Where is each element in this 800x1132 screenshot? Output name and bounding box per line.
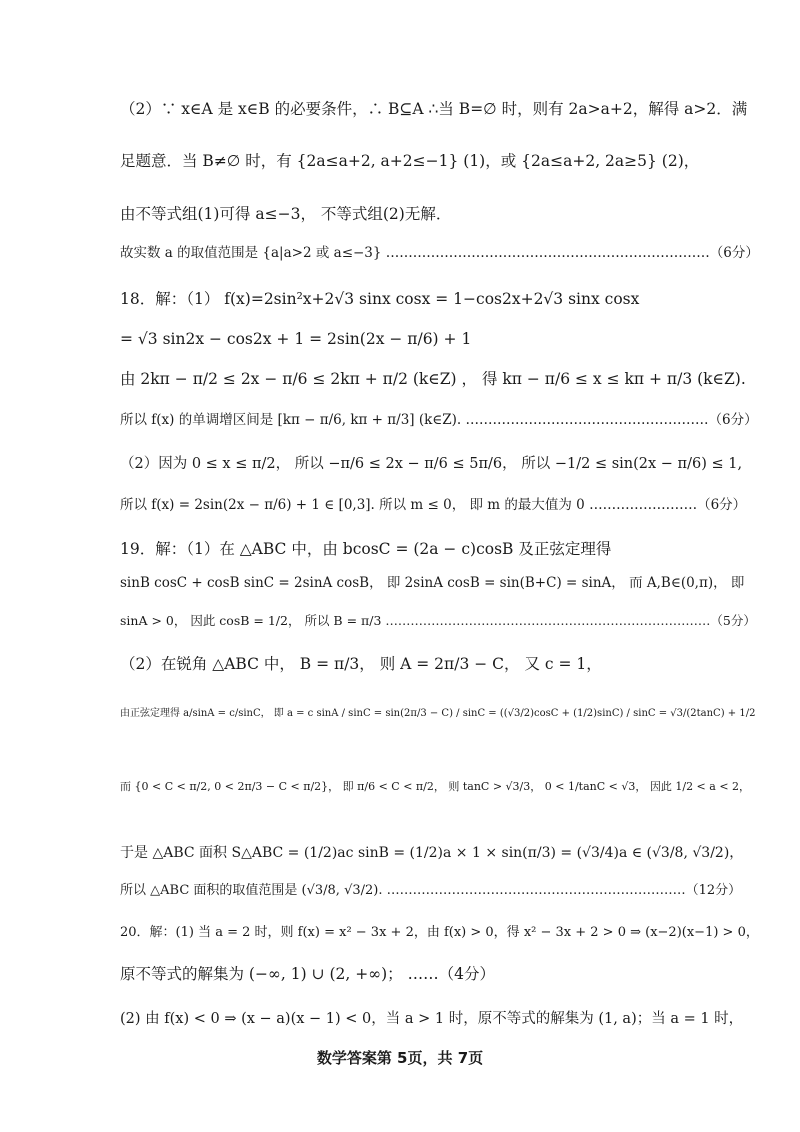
text-line-2: 足题意．当 B≠∅ 时，有 {2a≤a+2, a+2≤−1} (1)，或 {2a≤a+2, 2a≥5} (2)， <box>120 152 700 170</box>
text-line-4: 故实数 a 的取值范围是 {a|a>2 或 a≤−3} ………………………………………………………………（6分） <box>120 245 759 261</box>
text-line-17: 于是 △ABC 面积 S△ABC = (1/2)ac sinB = (1/2)a × 1 × sin(π/3) = (√3/4)a ∈ (√3/8, √3/2)， <box>120 845 744 861</box>
text-line-3: 由不等式组(1)可得 a≤−3， 不等式组(2)无解． <box>120 205 452 223</box>
text-line-10: 所以 f(x) = 2sin(2x − π/6) + 1 ∈ [0,3]. 所以 m ≤ 0， 即 m 的最大值为 0 ……………………（6分） <box>120 497 747 513</box>
text-line-18: 所以 △ABC 面积的取值范围是 (√3/8, √3/2). ……………………………………………………………（12分） <box>120 883 742 898</box>
text-line-21: (2) 由 f(x) < 0 ⇒ (x − a)(x − 1) < 0，当 a > 1 时，原不等式的解集为 (1, a)；当 a = 1 时， <box>120 1011 744 1027</box>
text-line-13: sinA > 0， 因此 cosB = 1/2， 所以 B = π/3 ……………………………………………………………………（5分） <box>120 613 756 628</box>
text-line-16: 而 {0 < C < π/2, 0 < 2π/3 − C < π/2}， 即 π/6 < C < π/2， 则 tanC > √3/3， 0 < 1/tanC < √3， 因此 1/2 < a < 2， <box>120 780 751 793</box>
page-footer: 数学答案第 5页，共 7页 <box>316 1049 484 1067</box>
text-line-9: （2）因为 0 ≤ x ≤ π/2， 所以 −π/6 ≤ 2x − π/6 ≤ 5π/6， 所以 −1/2 ≤ sin(2x − π/6) ≤ 1, <box>120 456 743 472</box>
text-line-15: 由正弦定理得 a/sinA = c/sinC， 即 a = c sinA / sinC = sin(2π/3 − C) / sinC = ((√3/2)cosC + (1/2)sinC) / sinC = √3/(2tanC) + 1/2 <box>120 708 756 719</box>
text-line-8: 所以 f(x) 的单调增区间是 [kπ − π/6, kπ + π/3] (k∈Z). ………………………………………………（6分） <box>120 412 758 428</box>
text-line-20: 原不等式的解集为 (−∞, 1) ∪ (2, +∞)； ……（4分） <box>120 965 495 983</box>
text-line-11: 19．解：（1）在 △ABC 中，由 bcosC = (2a − c)cosB 及正弦定理得 <box>120 540 612 558</box>
text-line-12: sinB cosC + cosB sinC = 2sinA cosB， 即 2sinA cosB = sin(B+C) = sinA， 而 A,B∈(0,π)， 即 <box>120 575 745 591</box>
text-line-14: （2）在锐角 △ABC 中， B = π/3， 则 A = 2π/3 − C， 又 c = 1， <box>120 655 602 673</box>
text-line-6: = √3 sin2x − cos2x + 1 = 2sin(2x − π/6) + 1 <box>120 330 472 348</box>
text-line-19: 20．解：(1) 当 a = 2 时，则 f(x) = x² − 3x + 2，由 f(x) > 0，得 x² − 3x + 2 > 0 ⇒ (x−2)(x−1) > 0， <box>120 925 759 940</box>
text-line-5: 18．解：（1） f(x)=2sin²x+2√3 sinx cosx = 1−cos2x+2√3 sinx cosx <box>120 290 640 308</box>
text-line-1: （2）∵ x∈A 是 x∈B 的必要条件，∴ B⊆A ∴当 B=∅ 时，则有 2a>a+2，解得 a>2．满 <box>120 100 748 118</box>
text-line-7: 由 2kπ − π/2 ≤ 2x − π/6 ≤ 2kπ + π/2 (k∈Z) ， 得 kπ − π/6 ≤ x ≤ kπ + π/3 (k∈Z). <box>120 370 746 388</box>
